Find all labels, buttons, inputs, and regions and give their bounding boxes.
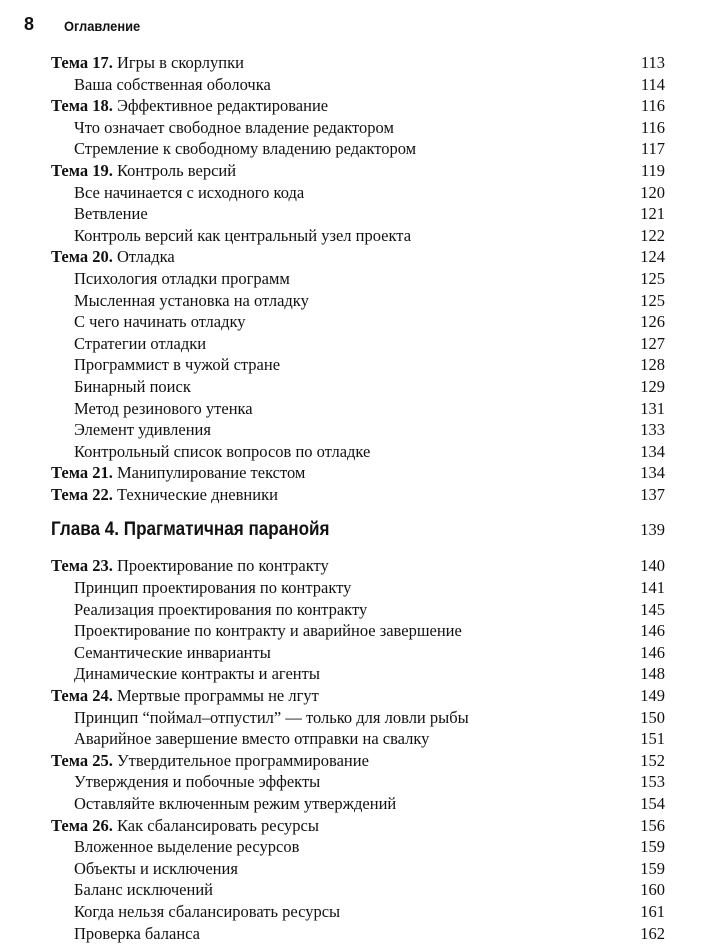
entry-title: Эффективное редактирование — [116, 96, 329, 116]
entry-page-number: 151 — [640, 729, 665, 749]
entry-page-number: 134 — [640, 463, 665, 483]
toc-topic-entry[interactable] — [51, 246, 665, 268]
entry-title: Отладка — [116, 247, 175, 267]
entry-title: Метод резинового утенка — [74, 398, 253, 418]
entry-page-number: 140 — [640, 556, 665, 576]
entry-page-number: 153 — [640, 772, 665, 792]
entry-page-number: 149 — [640, 686, 665, 706]
toc-topic-entry[interactable] — [51, 750, 665, 772]
toc-subsection-entry[interactable] — [51, 620, 665, 642]
entry-title: Элемент удивления — [74, 420, 211, 440]
toc-subsection-entry[interactable] — [51, 376, 665, 398]
entry-title: Психология отладки программ — [74, 268, 290, 288]
entry-page-number: 162 — [640, 923, 665, 943]
entry-title: Объекты и исключения — [74, 858, 238, 878]
entry-page-number: 156 — [640, 815, 665, 835]
entry-page-number: 160 — [640, 880, 665, 900]
topic-label: Тема 17. — [51, 53, 113, 72]
toc-topic-entry[interactable] — [51, 462, 665, 484]
entry-title: Мертвые программы не лгут — [116, 686, 319, 706]
entry-page-number: 141 — [640, 578, 665, 598]
topic-label: Тема 21. — [51, 463, 113, 483]
entry-title: Когда нельзя сбалансировать ресурсы — [74, 901, 341, 921]
toc-subsection-entry[interactable] — [51, 311, 665, 333]
toc-topic-entry[interactable] — [51, 555, 665, 577]
entry-page-number: 148 — [640, 664, 665, 684]
topic-label: Тема 24. — [51, 686, 113, 706]
entry-title: Утвердительное программирование — [116, 750, 369, 770]
entry-title: Программист в чужой стране — [74, 355, 281, 375]
toc-subsection-entry[interactable] — [51, 138, 665, 160]
toc-subsection-entry[interactable] — [51, 182, 665, 204]
chapter-title: Глава 4. Прагматичная паранойя — [51, 519, 330, 541]
entry-page-number: 124 — [640, 247, 665, 267]
entry-title: Ветвление — [74, 204, 148, 224]
entry-page-number: 125 — [640, 290, 665, 310]
entry-page-number: 129 — [640, 376, 665, 396]
entry-page-number: 134 — [640, 441, 665, 461]
entry-page-number: 114 — [640, 74, 665, 94]
entry-page-number: 125 — [640, 268, 665, 288]
entry-page-number: 122 — [640, 225, 665, 245]
topic-label: Тема 18. — [51, 96, 113, 116]
toc-subsection-entry[interactable] — [51, 117, 665, 139]
entry-title: Стремление к свободному владению редактором — [74, 139, 417, 159]
entry-title: Проектирование по контракту — [116, 556, 329, 576]
toc-topic-entry[interactable] — [51, 815, 665, 837]
entry-page-number: 127 — [640, 333, 665, 353]
toc-subsection-entry[interactable] — [51, 290, 665, 312]
toc-subsection-entry[interactable] — [51, 354, 665, 376]
table-of-contents — [51, 52, 665, 944]
page-header — [24, 12, 684, 42]
entry-title: Динамические контракты и агенты — [74, 664, 320, 684]
entry-page-number: 159 — [640, 858, 665, 878]
toc-subsection-entry[interactable] — [51, 268, 665, 290]
entry-page-number: 113 — [640, 53, 665, 72]
toc-subsection-entry[interactable] — [51, 836, 665, 858]
toc-topic-entry[interactable] — [51, 484, 665, 506]
toc-subsection-entry[interactable] — [51, 793, 665, 815]
toc-topic-entry[interactable] — [51, 160, 665, 182]
toc-subsection-entry[interactable] — [51, 441, 665, 463]
entry-title: Игры в скорлупки — [116, 53, 244, 72]
toc-topic-entry[interactable] — [51, 685, 665, 707]
toc-subsection-entry[interactable] — [51, 419, 665, 441]
topic-label: Тема 25. — [51, 750, 113, 770]
entry-title: Контрольный список вопросов по отладке — [74, 441, 371, 461]
entry-title: Технические дневники — [116, 484, 278, 504]
entry-title: Семантические инварианты — [74, 642, 271, 662]
toc-block-chapter-4-topics — [51, 555, 665, 944]
toc-subsection-entry[interactable] — [51, 599, 665, 621]
running-title: Оглавление — [64, 18, 141, 34]
page-number: 8 — [24, 14, 35, 34]
topic-label: Тема 22. — [51, 484, 113, 504]
entry-title: Оставляйте включенным режим утверждений — [74, 794, 397, 813]
toc-subsection-entry[interactable] — [51, 333, 665, 355]
entry-page-number: 117 — [640, 139, 665, 159]
entry-page-number: 159 — [640, 837, 665, 857]
entry-page-number: 133 — [640, 420, 665, 440]
toc-subsection-entry[interactable] — [51, 663, 665, 685]
entry-page-number: 116 — [640, 117, 665, 137]
entry-title: Контроль версий — [116, 160, 237, 180]
entry-title: Стратегии отладки — [74, 333, 207, 353]
toc-subsection-entry[interactable] — [51, 707, 665, 729]
entry-page-number: 121 — [640, 204, 665, 224]
toc-topic-entry[interactable] — [51, 52, 665, 74]
entry-title: С чего начинать отладку — [74, 312, 246, 332]
toc-subsection-entry[interactable] — [51, 74, 665, 96]
toc-subsection-entry[interactable] — [51, 923, 665, 944]
entry-title: Манипулирование текстом — [116, 463, 306, 483]
entry-title: Мысленная установка на отладку — [74, 290, 309, 310]
entry-page-number: 120 — [640, 182, 665, 202]
entry-page-number: 161 — [640, 901, 665, 921]
entry-page-number: 152 — [640, 750, 665, 770]
entry-page-number: 128 — [640, 355, 665, 375]
toc-subsection-entry[interactable] — [51, 858, 665, 880]
entry-title: Все начинается с исходного кода — [74, 182, 305, 202]
entry-page-number: 126 — [640, 312, 665, 332]
entry-title: Контроль версий как центральный узел проекта — [74, 225, 412, 245]
entry-title: Принцип проектирования по контракту — [74, 578, 352, 598]
entry-title: Как сбалансировать ресурсы — [116, 815, 319, 835]
entry-title: Проверка баланса — [74, 923, 200, 943]
entry-page-number: 146 — [640, 642, 665, 662]
entry-page-number: 137 — [640, 484, 665, 504]
toc-subsection-entry[interactable] — [51, 225, 665, 247]
entry-page-number: 154 — [640, 794, 665, 813]
entry-title: Что означает свободное владение редактором — [74, 117, 394, 137]
toc-subsection-entry[interactable] — [51, 642, 665, 664]
chapter-page: 139 — [640, 520, 665, 540]
entry-title: Аварийное завершение вместо отправки на свалку — [74, 729, 430, 749]
entry-page-number: 131 — [640, 398, 665, 418]
entry-title: Принцип “поймал–отпустил” — только для ловли рыбы — [74, 707, 469, 727]
toc-topic-entry[interactable] — [51, 95, 665, 117]
topic-label: Тема 19. — [51, 160, 113, 180]
toc-subsection-entry[interactable] — [51, 398, 665, 420]
entry-page-number: 145 — [640, 599, 665, 619]
chapter-heading[interactable] — [51, 505, 665, 555]
toc-subsection-entry[interactable] — [51, 203, 665, 225]
entry-title: Ваша собственная оболочка — [74, 74, 271, 94]
toc-subsection-entry[interactable] — [51, 771, 665, 793]
entry-page-number: 119 — [640, 160, 665, 180]
topic-label: Тема 23. — [51, 556, 113, 576]
topic-label: Тема 26. — [51, 815, 113, 835]
toc-subsection-entry[interactable] — [51, 879, 665, 901]
entry-page-number: 116 — [640, 96, 665, 116]
entry-title: Утверждения и побочные эффекты — [74, 772, 321, 792]
entry-page-number: 146 — [640, 621, 665, 641]
entry-title: Баланс исключений — [74, 880, 213, 900]
entry-title: Проектирование по контракту и аварийное завершение — [74, 621, 462, 641]
entry-title: Реализация проектирования по контракту — [74, 599, 368, 619]
entry-page-number: 150 — [640, 707, 665, 727]
toc-block-chapter-3-topics — [51, 52, 665, 505]
toc-subsection-entry[interactable] — [51, 728, 665, 750]
toc-subsection-entry[interactable] — [51, 577, 665, 599]
toc-subsection-entry[interactable] — [51, 901, 665, 923]
entry-title: Вложенное выделение ресурсов — [74, 837, 300, 857]
entry-title: Бинарный поиск — [74, 376, 191, 396]
topic-label: Тема 20. — [51, 247, 113, 267]
